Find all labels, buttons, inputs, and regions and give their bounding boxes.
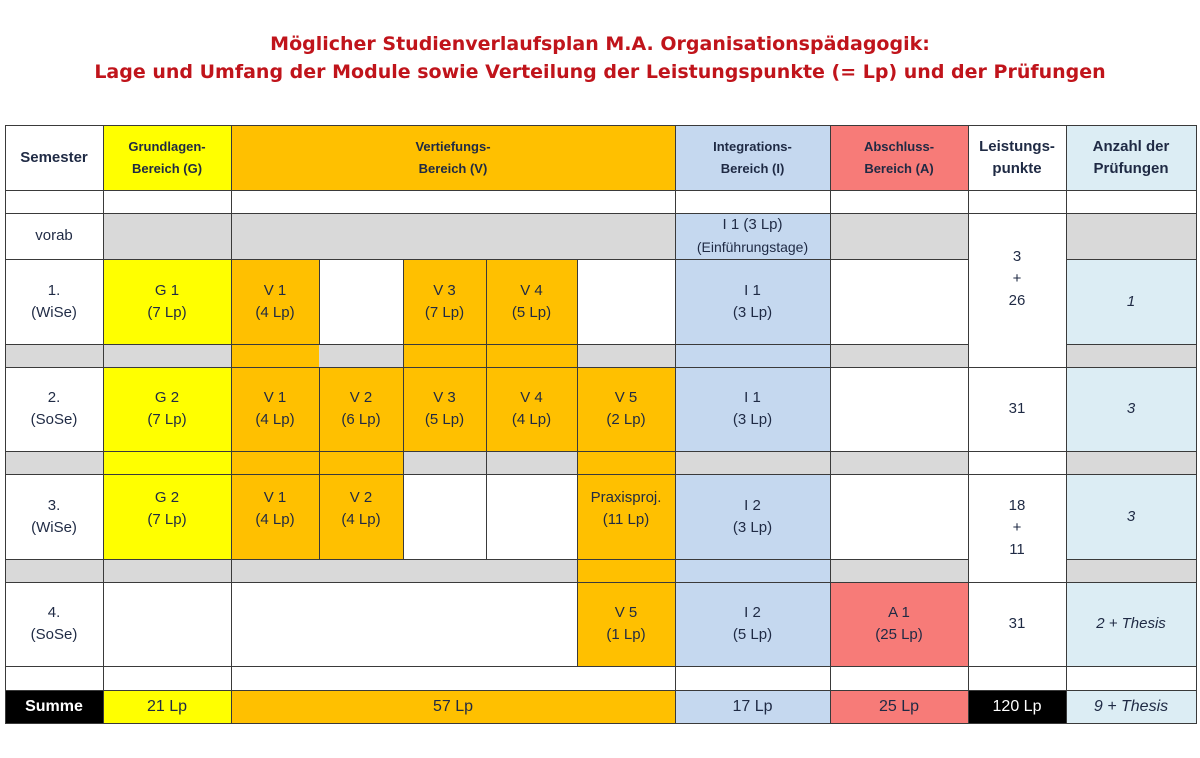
module-label-v5-s4: V 5 (1 Lp) <box>606 604 646 643</box>
grid-line <box>5 213 1196 214</box>
summe-label: Summe <box>5 690 103 723</box>
grid-line <box>5 690 1196 691</box>
row-label-s4: 4. (SoSe) <box>30 604 78 643</box>
grid-line <box>1066 559 1196 560</box>
title-line-1: Möglicher Studienverlaufsplan M.A. Organisationspädagogik: <box>270 33 930 55</box>
module-label-v4-s1: V 4 (5 Lp) <box>511 281 552 321</box>
grid-line <box>319 259 320 344</box>
grid-line <box>577 259 578 666</box>
grid-line <box>103 125 104 724</box>
row-label-vorab: vorab <box>35 227 73 244</box>
row-label-s3: 3. (WiSe) <box>31 496 77 536</box>
grid-line <box>5 582 1196 583</box>
header-abschluss: Abschluss- Bereich (A) <box>830 125 968 190</box>
grid-line <box>1066 125 1067 724</box>
grid-line <box>486 259 487 559</box>
grid-line <box>968 125 969 724</box>
header-semester: Semester <box>5 125 103 190</box>
header-grundlagen: Grundlagen- Bereich (G) <box>103 125 231 190</box>
summe-vertiefung: 57 Lp <box>231 690 675 723</box>
lp-value-s1: 3 + 26 <box>1008 247 1026 309</box>
title-line-2: Lage und Umfang der Module sowie Verteilung der Leistungspunkte (= Lp) und der Prüfungen <box>94 61 1106 83</box>
grid-line <box>231 125 232 724</box>
grid-line <box>5 190 1196 191</box>
module-label-v3-s1: V 3 (7 Lp) <box>424 281 465 321</box>
header-vertiefung: Vertiefungs- Bereich (V) <box>231 125 675 190</box>
gap-cell <box>103 213 675 259</box>
pruefungen-value-s1: 1 <box>1126 292 1136 310</box>
summe-integration: 17 Lp <box>675 690 830 723</box>
pruefungen-value-s3: 3 <box>1126 507 1136 525</box>
module-label-v2-s2: V 2 (6 Lp) <box>341 389 381 428</box>
module-label-i1-s2: I 1 (3 Lp) <box>732 389 773 428</box>
summe-pruefungen: 9 + Thesis <box>1066 690 1196 723</box>
gap-cell <box>830 213 968 259</box>
module-i1-vorab: I 1 (3 Lp) (Einführungstage) <box>675 213 830 259</box>
summe-grundlagen: 21 Lp <box>103 690 231 723</box>
header-leistungspunkte: Leistungs- punkte <box>968 125 1066 190</box>
module-label-v4-s2: V 4 (4 Lp) <box>511 389 552 428</box>
module-label-v2-s3: V 2 (4 Lp) <box>341 489 381 528</box>
gap-cell <box>1066 213 1196 259</box>
grid-line <box>1066 259 1196 260</box>
grid-line <box>830 125 831 724</box>
header-pruefungen: Anzahl der Prüfungen <box>1066 125 1196 190</box>
module-label-i2-s4: I 2 (5 Lp) <box>732 604 773 643</box>
row-label-s2: 2. (SoSe) <box>30 389 78 428</box>
grid-line <box>5 367 1196 368</box>
module-label-praxisprojekt: Praxisproj. (11 Lp) <box>590 489 662 528</box>
module-label-v5-s2: V 5 (2 Lp) <box>606 389 646 428</box>
lp-value-s4: 31 <box>1008 615 1026 632</box>
summe-abschluss: 25 Lp <box>830 690 968 723</box>
module-label-v1-s3: V 1 (4 Lp) <box>255 489 295 528</box>
summe-leistungspunkte: 120 Lp <box>968 690 1066 723</box>
module-label-i2-s3: I 2 (3 Lp) <box>732 496 773 536</box>
gap-row <box>1066 451 1196 474</box>
grid-line <box>319 367 320 559</box>
lp-value-s2: 31 <box>1008 400 1026 417</box>
grid-line <box>5 125 6 724</box>
header-integration: Integrations- Bereich (I) <box>675 125 830 190</box>
grid-line <box>5 125 1196 126</box>
grid-line <box>1196 125 1197 724</box>
module-label-a1: A 1 (25 Lp) <box>875 604 923 643</box>
module-label-v1-s2: V 1 (4 Lp) <box>255 389 295 428</box>
gap-row <box>1066 344 1196 367</box>
grid-line <box>1066 344 1196 345</box>
module-label-g2-s3: G 2 (7 Lp) <box>147 489 187 528</box>
grid-line <box>5 666 1196 667</box>
pruefungen-value-s2: 3 <box>1126 400 1136 417</box>
module-label-g2-s2: G 2 (7 Lp) <box>147 389 187 428</box>
module-label-v3-s2: V 3 (5 Lp) <box>424 389 465 428</box>
grid-line <box>5 723 1196 724</box>
module-label-i1-s1: I 1 (3 Lp) <box>732 281 773 321</box>
pruefungen-value-s4: 2 + Thesis <box>1096 615 1166 632</box>
row-label-s1: 1. (WiSe) <box>31 281 77 321</box>
module-label-v1-s1: V 1 (4 Lp) <box>255 281 295 321</box>
grid-line <box>5 474 1196 475</box>
lp-value-s3: 18 + 11 <box>1008 497 1026 558</box>
module-label-g1: G 1 (7 Lp) <box>147 281 187 321</box>
grid-line <box>5 451 1196 452</box>
grid-line <box>675 125 676 724</box>
grid-line <box>403 259 404 559</box>
grid-line <box>5 559 968 560</box>
